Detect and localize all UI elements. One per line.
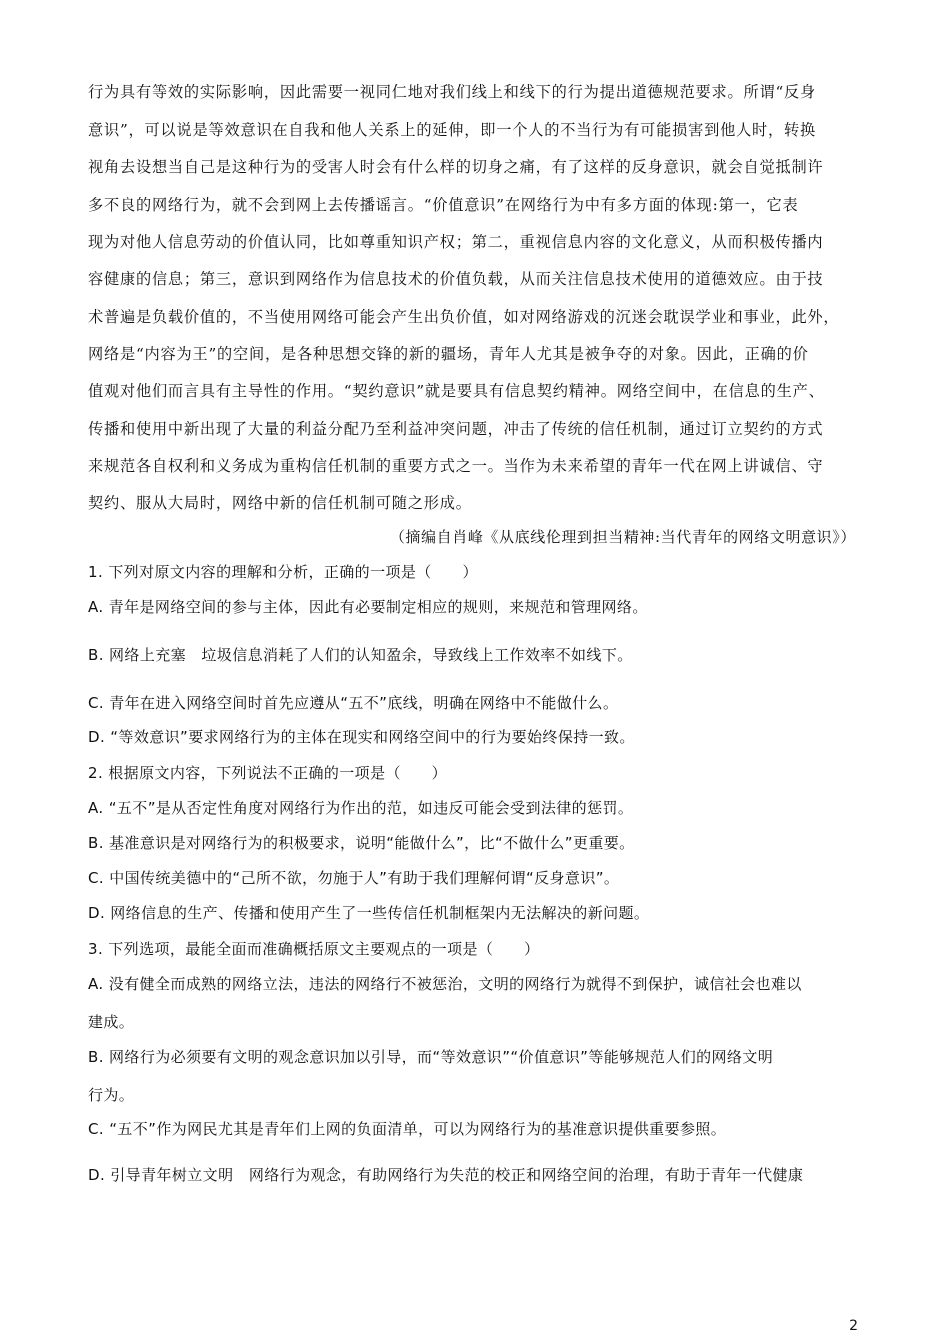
option-b: B. 网络行为必须要有文明的观念意识加以引导，而“等效意识”“价值意识”等能够规范人们的网络文明 <box>88 1048 774 1066</box>
option-b: B. 基准意识是对网络行为的积极要求，说明“能做什么”，比“不做什么”更重要。 <box>88 834 635 852</box>
option-d: D. “等效意识”要求网络行为的主体在现实和网络空间中的行为要始终保持一致。 <box>88 728 635 746</box>
passage-line: 现为对他人信息劳动的价值认同，比如尊重知识产权；第二，重视信息内容的文化意义，从而积极传播内 <box>88 233 824 251</box>
option-a-cont: 建成。 <box>88 1013 135 1031</box>
passage-line: 容健康的信息；第三，意识到网络作为信息技术的价值负载，从而关注信息技术使用的道德效应。由于技 <box>88 270 824 288</box>
question-stem: 3. 下列选项，最能全面而准确概括原文主要观点的一项是（ ） <box>88 940 540 958</box>
option-a: A. 没有健全而成熟的网络立法，违法的网络行不被惩治，文明的网络行为就得不到保护，诚信社会也难以 <box>88 975 802 993</box>
option-b-cont: 行为。 <box>88 1086 135 1104</box>
option-c: C. 青年在进入网络空间时首先应遵从“五不”底线，明确在网络中不能做什么。 <box>88 694 619 712</box>
option-a: A. “五不”是从否定性角度对网络行为作出的范，如违反可能会受到法律的惩罚。 <box>88 799 634 817</box>
passage-line: 值观对他们而言具有主导性的作用。“契约意识”就是要具有信息契约精神。网络空间中，在信息的生产、 <box>88 382 825 400</box>
passage-line: 术普遍是负载价值的，不当使用网络可能会产生出负价值，如对网络游戏的沉迷会耽误学业和事业，此外， <box>88 308 840 326</box>
passage-line: 多不良的网络行为，就不会到网上去传播谣言。“价值意识”在网络行为中有多方面的体现:第一，它表 <box>88 196 799 214</box>
option-c: C. 中国传统美德中的“己所不欲，勿施于人”有助于我们理解何谓“反身意识”。 <box>88 869 620 887</box>
passage-line: 契约、服从大局时，网络中新的信任机制可随之形成。 <box>88 494 472 512</box>
option-c: C. “五不”作为网民尤其是青年们上网的负面清单，可以为网络行为的基准意识提供重要参照。 <box>88 1120 727 1138</box>
option-b: B. 网络上充塞 垃圾信息消耗了人们的认知盈余，导致线上工作效率不如线下。 <box>88 646 633 664</box>
option-a: A. 青年是网络空间的参与主体，因此有必要制定相应的规则，来规范和管理网络。 <box>88 598 648 616</box>
passage-line: 来规范各自权利和义务成为重构信任机制的重要方式之一。当作为未来希望的青年一代在网上讲诚信、守 <box>88 457 824 475</box>
page-number: 2 <box>849 1318 858 1334</box>
passage-line: 意识”，可以说是等效意识在自我和他人关系上的延伸，即一个人的不当行为有可能损害到他人时，转换 <box>88 121 817 139</box>
passage-line: 传播和使用中新出现了大量的利益分配乃至利益冲突问题，冲击了传统的信任机制，通过订立契约的方式 <box>88 420 824 438</box>
passage-source: （摘编自肖峰《从底线伦理到担当精神:当代青年的网络文明意识》） <box>389 528 856 546</box>
option-d: D. 网络信息的生产、传播和使用产生了一些传信任机制框架内无法解决的新问题。 <box>88 904 650 922</box>
passage-line: 网络是“内容为王”的空间，是各种思想交锋的新的疆场，青年人尤其是被争夺的对象。因此，正确的价 <box>88 345 809 363</box>
option-d: D. 引导青年树立文明 网络行为观念，有助网络行为失范的校正和网络空间的治理，有助于青年一代健康 <box>88 1166 804 1184</box>
question-stem: 2. 根据原文内容，下列说法不正确的一项是（ ） <box>88 764 448 782</box>
passage-line: 视角去设想当自己是这种行为的受害人时会有什么样的切身之痛，有了这样的反身意识，就会自觉抵制许 <box>88 158 824 176</box>
passage-line: 行为具有等效的实际影响，因此需要一视同仁地对我们线上和线下的行为提出道德规范要求。所谓“反身 <box>88 83 817 101</box>
question-stem: 1. 下列对原文内容的理解和分析，正确的一项是（ ） <box>88 563 478 581</box>
